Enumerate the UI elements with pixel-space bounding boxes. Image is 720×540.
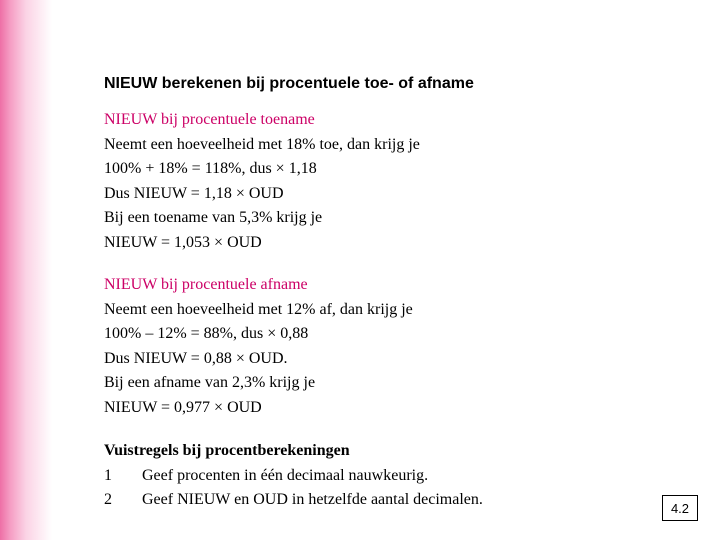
decrease-line: NIEUW = 0,977 × OUD: [104, 398, 262, 416]
decrease-heading: NIEUW bij procentuele afname: [104, 276, 308, 293]
rule-text: Geef NIEUW en OUD in hetzelfde aantal decimalen.: [142, 491, 483, 509]
rule-text: Geef procenten in één decimaal nauwkeurig.: [142, 466, 429, 484]
slide-number-badge: 4.2: [662, 495, 698, 521]
decrease-line: Bij een afname van 2,3% krijg je: [104, 374, 316, 392]
increase-line: Neemt een hoeveelheid met 18% toe, dan krijg je: [104, 135, 420, 153]
rules-section: [104, 439, 483, 513]
decorative-pink-edge: [0, 0, 52, 540]
increase-line: Bij een toename van 5,3% krijg je: [104, 209, 323, 227]
rule-number: 1: [104, 466, 112, 484]
decrease-line: Neemt een hoeveelheid met 12% af, dan krijg je: [104, 300, 413, 318]
increase-line: Dus NIEUW = 1,18 × OUD: [104, 184, 284, 202]
slide-title: NIEUW berekenen bij procentuele toe- of afname: [104, 75, 474, 92]
increase-line: 100% + 18% = 118%, dus × 1,18: [104, 160, 317, 178]
increase-heading: NIEUW bij procentuele toename: [104, 111, 315, 128]
increase-line: NIEUW = 1,053 × OUD: [104, 233, 262, 251]
rules-heading: Vuistregels bij procentberekeningen: [104, 442, 350, 459]
rule-item: [104, 488, 483, 513]
rule-item: [104, 464, 483, 489]
decrease-line: 100% – 12% = 88%, dus × 0,88: [104, 325, 309, 343]
decrease-line: Dus NIEUW = 0,88 × OUD.: [104, 349, 288, 367]
increase-section: [104, 108, 420, 256]
rule-number: 2: [104, 491, 112, 509]
decrease-section: [104, 273, 413, 421]
